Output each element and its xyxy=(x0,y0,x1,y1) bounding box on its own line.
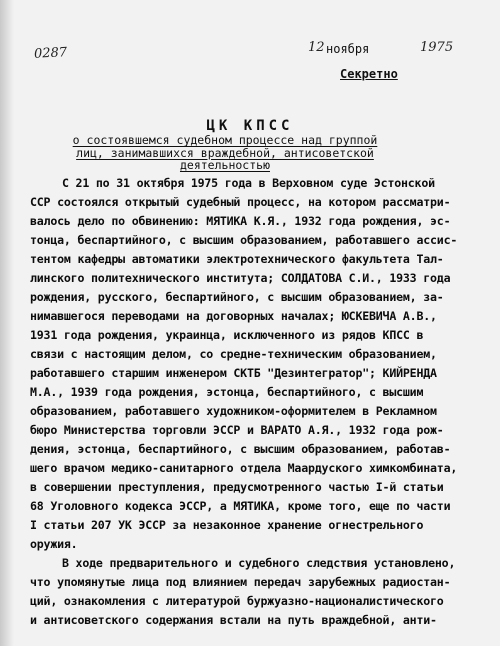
document-body xyxy=(30,174,500,630)
classification-label: Секретно xyxy=(340,67,398,81)
body-paragraph-2: В ходе предварительного и судебного следствия установлено, что упомянутые лица под влиянием передач зарубежных радиостан- ций, ознакомления с литературой буржуазно-националистического и антисоветского содержания встали на путь враждебной, анти- xyxy=(30,556,456,627)
subject-line: о состоявшемся судебном процессе над группой лиц, занимавшихся враждебной, антисоветской деятельностью xyxy=(72,133,378,172)
scan-edge-shadow xyxy=(0,0,14,646)
date-day: 12 xyxy=(308,40,325,55)
body-paragraph-1: С 21 по 31 октября 1975 года в Верховном суде Эстонской ССР состоялся открытый судебный процесс, на котором рассматри- валось дело по обвинению: МЯТИКА К.Я., 1932 года рождения, эс- тонца, беспартийного, с высшим образованием, работавшего ассис- тентом кафедры автоматики электротехнического факультета Тал- линского политехнического института; СОЛДАТОВА С.И., 1933 года рождения, русского, беспартийного, с высшим образованием, за- нимавшегося переводами на договорных началах; ЮСКЕВИЧА А.В., 1931 года рождения, украинца, исключенного из рядов КПСС в связи с настоящим делом, со средне-техническим образованием, работавшего старшим инженером СКТБ "Дезинтегратор"; КИЙРЕНДА М.А., 1939 года рождения, эстонца, беспартийного, с высшим образованием, работавшего художником-оформителем в Рекламном бюро Министерства торговли ЭССР и ВАРАТО А.Я., 1932 года рож- дения, эстонца, беспартийного, с высшим образованием, работав- шего врачом медико-санитарного отдела Маардуского химкомбината, в совершении преступления, предусмотренного частью I-й статьи 68 Уголовного кодекса ЭССР, а МЯТИКА, кроме того, еще по части I статьи 207 УК ЭССР за незаконное хранение огнестрельного оружия. xyxy=(30,176,458,551)
date-year: 1975 xyxy=(420,40,454,55)
date-month: ноября xyxy=(326,42,370,56)
document-number: 0287 xyxy=(33,45,68,62)
recipient-heading: ЦК КПСС xyxy=(206,118,294,134)
